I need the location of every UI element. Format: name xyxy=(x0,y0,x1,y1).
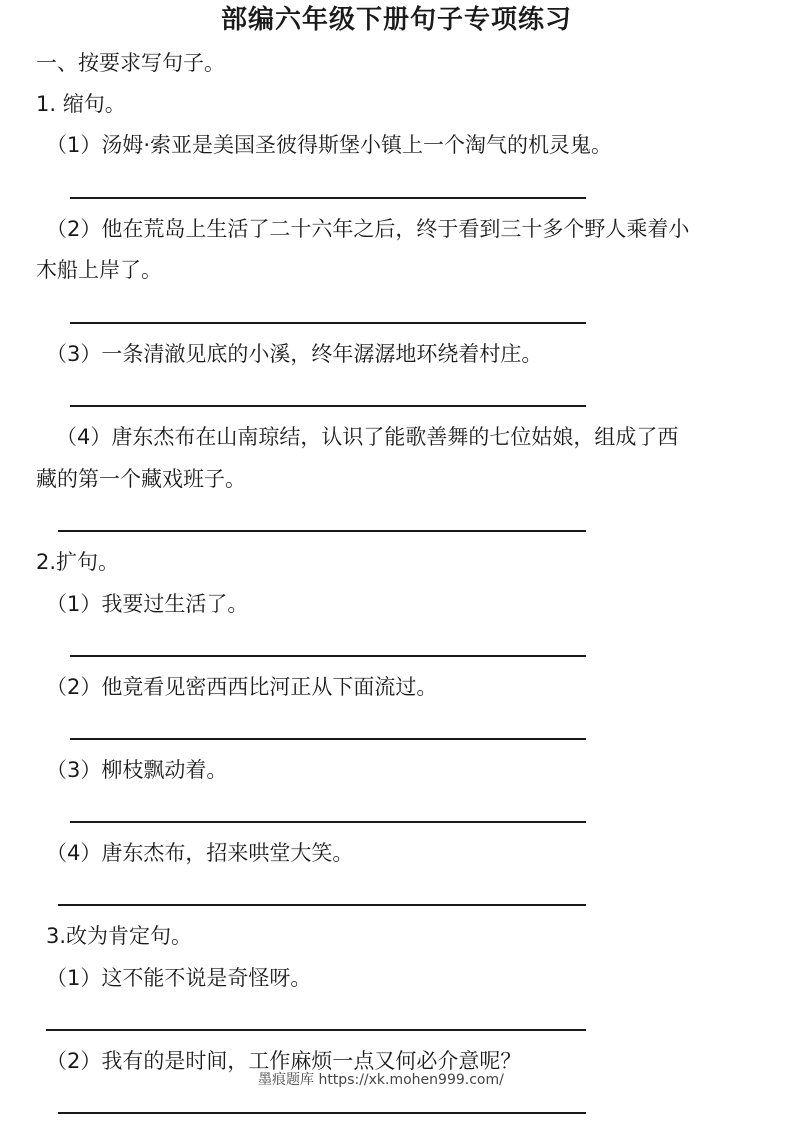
watermark: 墨痕题库 https://xk.mohen999.com/ xyxy=(258,1072,504,1088)
question-number: （2） xyxy=(46,1049,102,1073)
question-number: （4） xyxy=(46,841,102,865)
question-text-continued: 藏的第一个藏戏班子。 xyxy=(36,467,246,491)
part-heading: 一、按要求写句子。 xyxy=(36,51,225,75)
answer-line xyxy=(70,821,586,823)
question-number: （1） xyxy=(46,966,102,990)
answer-line xyxy=(58,530,586,532)
answer-line xyxy=(70,197,586,199)
question-text: 他在荒岛上生活了二十六年之后，终于看到三十多个野人乘着小 xyxy=(101,217,690,241)
question-1-4 xyxy=(56,422,678,452)
answer-line xyxy=(70,405,586,407)
question-text: 我要过生活了。 xyxy=(101,592,249,616)
question-3-1 xyxy=(46,963,311,993)
question-2-4 xyxy=(46,838,353,868)
question-2-3 xyxy=(46,755,227,785)
answer-line xyxy=(46,1029,586,1031)
section-heading: 1. 缩句。 xyxy=(36,92,126,116)
question-number: （3） xyxy=(46,342,102,366)
question-text: 这不能不说是奇怪呀。 xyxy=(101,966,312,990)
question-number: （2） xyxy=(46,217,102,241)
question-number: （1） xyxy=(46,592,102,616)
answer-line xyxy=(70,738,586,740)
question-text: 柳枝飘动着。 xyxy=(101,758,228,782)
question-text: 汤姆·索亚是美国圣彼得斯堡小镇上一个淘气的机灵鬼。 xyxy=(101,133,613,157)
question-number: （3） xyxy=(46,758,102,782)
question-text-continued: 木船上岸了。 xyxy=(36,258,162,282)
section-heading: 3.改为肯定句。 xyxy=(46,924,193,948)
question-1-2 xyxy=(46,214,689,244)
question-text: 我有的是时间，工作麻烦一点又何必介意呢？ xyxy=(101,1049,522,1073)
question-1-3 xyxy=(46,339,542,369)
question-1-1 xyxy=(46,130,612,160)
answer-line xyxy=(70,322,586,324)
question-text: 唐东杰布在山南琼结，认识了能歌善舞的七位姑娘，组成了西 xyxy=(111,425,679,449)
question-text: 唐东杰布，招来哄堂大笑。 xyxy=(101,841,354,865)
page-title: 部编六年级下册句子专项练习 xyxy=(220,5,572,35)
section-heading: 2.扩句。 xyxy=(36,550,120,574)
question-2-1 xyxy=(46,589,248,619)
question-text: 他竟看见密西西比河正从下面流过。 xyxy=(101,675,438,699)
answer-line xyxy=(70,655,586,657)
question-number: （2） xyxy=(46,675,102,699)
answer-line xyxy=(58,1112,586,1114)
answer-line xyxy=(58,904,586,906)
question-text: 一条清澈见底的小溪，终年潺潺地环绕着村庄。 xyxy=(101,342,543,366)
question-2-2 xyxy=(46,672,437,702)
question-number: （4） xyxy=(56,425,112,449)
question-number: （1） xyxy=(46,133,102,157)
